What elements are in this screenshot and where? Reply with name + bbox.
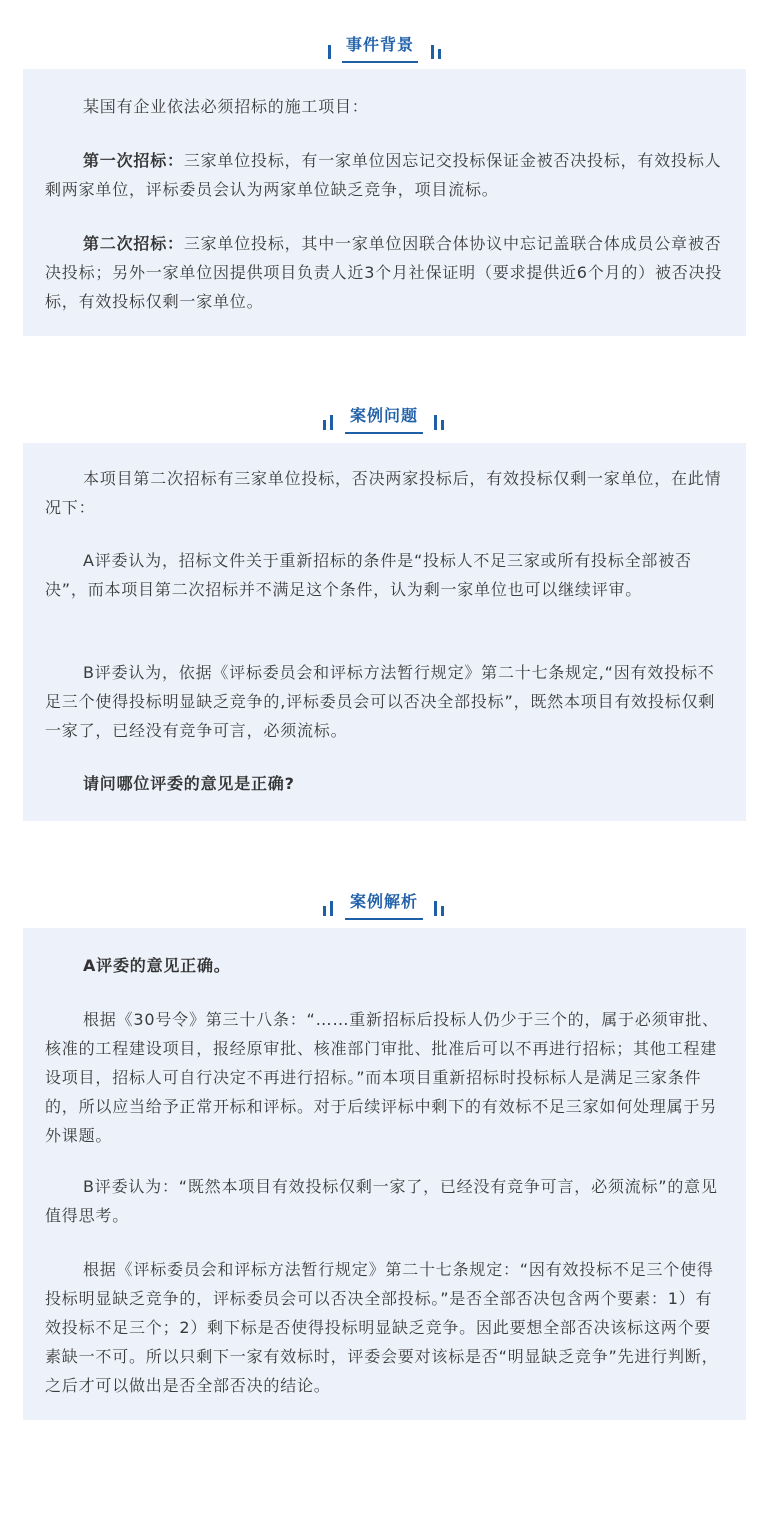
heading-decor-bar bbox=[330, 415, 333, 430]
heading-decor-bar bbox=[431, 45, 434, 59]
paragraph bbox=[45, 769, 727, 798]
section-heading-question bbox=[0, 402, 759, 436]
heading-decor-bar bbox=[323, 420, 326, 430]
section-panel-analysis bbox=[23, 928, 746, 1420]
paragraph: 根据《评标委员会和评标方法暂行规定》第二十七条规定：“因有效投标不足三个使得投标明显缺乏竞争的，评标委员会可以否决全部投标。”是否全部否决包含两个要素：1）有效投标不足三个；2）剩下标是否使得投标明显缺乏竞争。因此要想全部否决该标这两个要素缺一不可。所以只剩下一家有效标时，评委会要对该标是否“明显缺乏竞争”先进行判断，之后才可以做出是否全部否决的结论。 bbox=[45, 1260, 719, 1395]
bold-lead: 第一次招标： bbox=[83, 151, 184, 170]
paragraph: 根据《30号令》第三十八条：“……重新招标后投标人仍少于三个的，属于必须审批、核准的工程建设项目，报经原审批、核准部门审批、批准后可以不再进行招标；其他工程建设项目，招标人可自行决定不再进行招标。”而本项目重新招标时投标标人是满足三家条件的，所以应当给予正常开标和评标。对于后续评标中剩下的有效标不足三家如何处理属于另外课题。 bbox=[45, 1010, 719, 1145]
bold-conclusion: A评委的意见正确。 bbox=[83, 956, 231, 975]
heading-decor-bar bbox=[441, 906, 444, 916]
bold-lead: 第二次招标： bbox=[83, 234, 184, 253]
paragraph: A评委认为，招标文件关于重新招标的条件是“投标人不足三家或所有投标全部被否决”，而本项目第二次招标并不满足这个条件，认为剩一家单位也可以继续评审。 bbox=[45, 551, 692, 599]
section-panel-question bbox=[23, 443, 746, 821]
heading-decor-bar bbox=[438, 49, 441, 59]
section-title: 事件背景 bbox=[342, 31, 418, 63]
section-panel-background bbox=[23, 69, 746, 336]
bold-question: 请问哪位评委的意见是正确? bbox=[83, 774, 295, 793]
paragraph: 某国有企业依法必须招标的施工项目： bbox=[83, 97, 369, 116]
paragraph bbox=[45, 951, 727, 980]
heading-decor-bar bbox=[330, 901, 333, 916]
heading-decor-bar bbox=[441, 420, 444, 430]
paragraph: B评委认为：“既然本项目有效投标仅剩一家了，已经没有竞争可言，必须流标”的意见值得思考。 bbox=[45, 1177, 718, 1225]
heading-decor-bar bbox=[434, 901, 437, 916]
section-heading-analysis bbox=[0, 888, 759, 922]
section-heading-background bbox=[0, 31, 759, 65]
section-title: 案例解析 bbox=[345, 888, 423, 920]
heading-decor-bar bbox=[323, 906, 326, 916]
section-title: 案例问题 bbox=[345, 402, 423, 434]
paragraph: 本项目第二次招标有三家单位投标，否决两家投标后，有效投标仅剩一家单位，在此情况下： bbox=[45, 469, 722, 517]
heading-decor-bar bbox=[434, 415, 437, 430]
paragraph: 第二次招标：三家单位投标，其中一家单位因联合体协议中忘记盖联合体成员公章被否决投标；另外一家单位因提供项目负责人近3个月社保证明（要求提供近6个月的）被否决投标，有效投标仅剩一家单位。 bbox=[45, 234, 723, 311]
paragraph: 第一次招标：三家单位投标，有一家单位因忘记交投标保证金被否决投标，有效投标人剩两家单位，评标委员会认为两家单位缺乏竞争，项目流标。 bbox=[45, 151, 722, 199]
heading-decor-bar bbox=[328, 45, 331, 59]
paragraph: B评委认为，依据《评标委员会和评标方法暂行规定》第二十七条规定,“因有效投标不足三个使得投标明显缺乏竞争的,评标委员会可以否决全部投标”，既然本项目有效投标仅剩一家了，已经没有竞争可言，必须流标。 bbox=[45, 663, 716, 740]
